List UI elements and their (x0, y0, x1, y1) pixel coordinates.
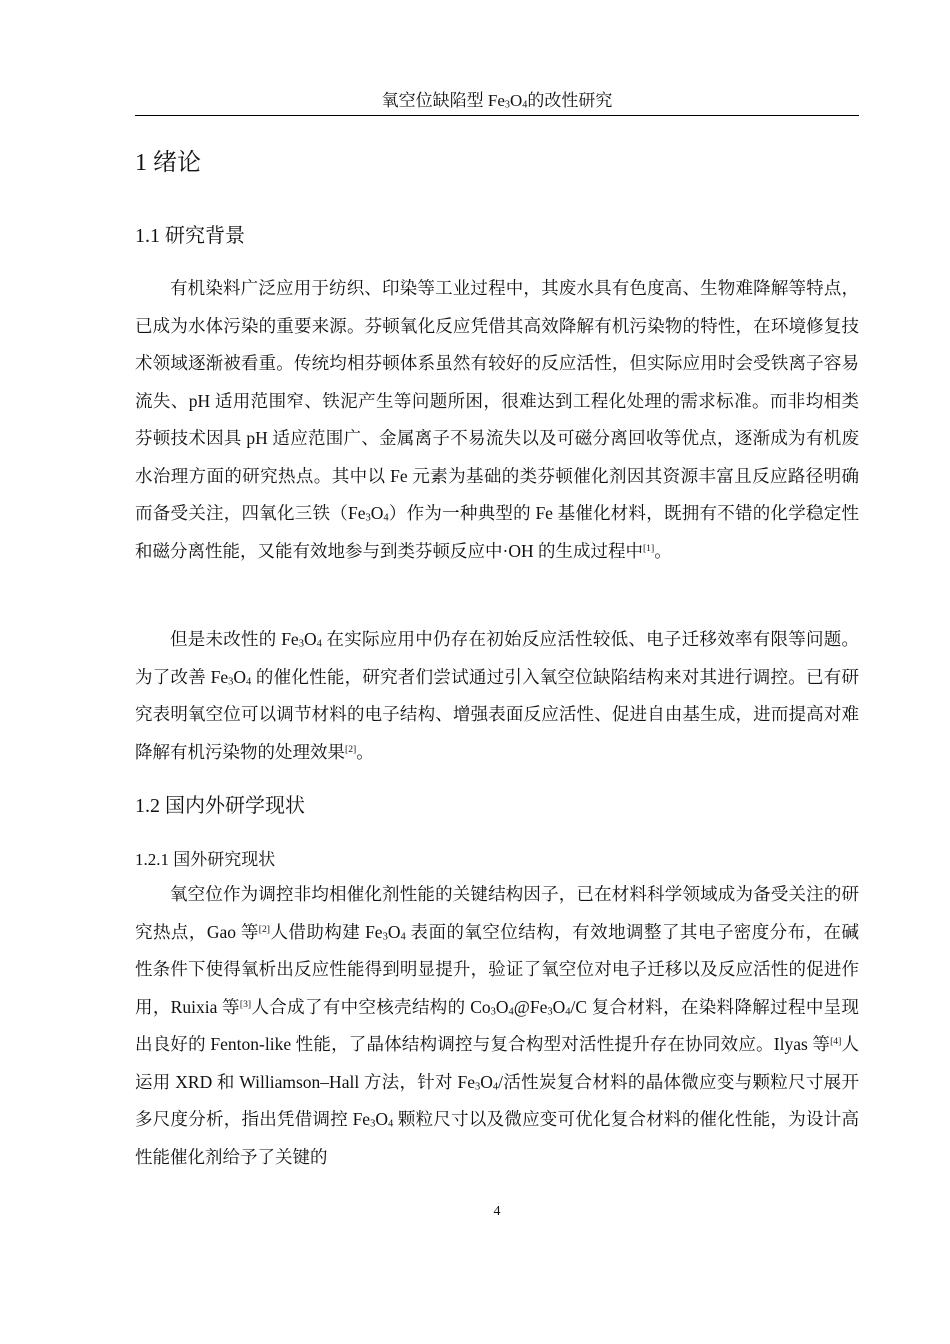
text-run: /活性炭复合材料的晶体微应变与颗粒尺寸展开多尺度分析，指出凭借调控 Fe (135, 1071, 859, 1129)
subscript: 3 (365, 512, 371, 524)
section-heading-1-2: 1.2 国内外研学现状 (135, 795, 305, 817)
paragraph-modification-motivation (135, 621, 859, 771)
text-run: O (480, 1071, 493, 1092)
subscript: 4 (492, 1081, 499, 1093)
header-title-part: 氧空位缺陷型 Fe (381, 91, 505, 110)
subscript: 4 (522, 99, 528, 111)
header-title-part: 的改性研究 (527, 91, 613, 110)
citation: [4] (830, 1035, 842, 1047)
text-run: 人借助构建 Fe (270, 921, 383, 942)
text-run: 人合成了有中空核壳结构的 Co (251, 996, 491, 1017)
text-run: @Fe (513, 996, 548, 1017)
text-run: 的催化性能，研究者们尝试通过引入氧空位缺陷结构来对其进行调控。已有研究表明氧空位可以调节材料的电子结构、增强表面反应活性、促进自由基生成，进而提高对难降解有机污染物的处理效果 (135, 666, 859, 762)
subscript: 4 (387, 1118, 394, 1130)
citation: [2] (258, 923, 270, 935)
header-rule (135, 115, 859, 116)
subscript: 4 (508, 1006, 514, 1018)
running-header (135, 88, 859, 114)
subscript: 3 (475, 1081, 481, 1093)
citation: [3] (239, 998, 252, 1010)
subscript: 4 (246, 676, 252, 688)
text-run: 。 (654, 540, 672, 561)
page-number: 4 (493, 1204, 501, 1219)
header-title-part: O (509, 91, 523, 110)
text-run: 。 (356, 741, 374, 762)
chapter-heading: 1 绪论 (135, 150, 201, 176)
subscript: 3 (504, 99, 510, 111)
text-run: 在实际应用中仍存在初始反应活性较低、电子迁移效率有限等问题。为了改善 Fe (135, 629, 860, 687)
text-run: O (495, 996, 509, 1017)
citation: [2] (345, 743, 357, 755)
text-run: 人运用 XRD 和 Williamson–Hall 方法，针对 Fe (135, 1034, 860, 1092)
subscript: 4 (400, 931, 406, 943)
subscript: 3 (382, 931, 388, 943)
subscript: 4 (383, 512, 389, 524)
text-run: 表面的氧空位结构，有效地调整了其电子密度分布，在碱性条件下使得氧析出反应性能得到明显提升，验证了氧空位对电子迁移以及反应活性的促进作用，Ruixia 等 (135, 921, 860, 1017)
subscript: 3 (298, 638, 304, 650)
paragraph-foreign-research (135, 876, 859, 1176)
subscript: 4 (316, 638, 322, 650)
text-run: O (303, 629, 317, 649)
text-run: O (552, 996, 566, 1017)
text-run: O (375, 1109, 388, 1129)
citation: [1] (642, 542, 655, 554)
paragraph-research-background (135, 270, 859, 570)
text-run: 有机染料广泛应用于纺织、印染等工业过程中，其废水具有色度高、生物难降解等特点，已成为水体污染的重要来源。芬顿氧化反应凭借其高效降解有机污染物的特性，在环境修复技术领域逐渐被看重。传统均相芬顿体系虽然有较好的反应活性，但实际应用时会受铁离子容易流失、pH 适用范围窄、铁泥产生等问题所困，很难达到工程化处理的需求标准。而非均相类芬顿技术因具 pH 适应范围广、金属离子不易流失以及可磁分离回收等优点，逐渐成为有机废水治理方面的研究热点。其中以 Fe 元素为基础的类芬顿催化剂因其资源丰富且反应路径明确而备受关注，四氧化三铁（Fe (135, 278, 859, 523)
text-run: 氧空位作为调控非均相催化剂性能的关键结构因子，已在材料科学领域成为备受关注的研究热点，Gao 等 (135, 884, 859, 942)
section-heading-1-1: 1.1 研究背景 (135, 225, 245, 247)
text-run: O (233, 666, 246, 687)
subscript: 4 (565, 1006, 571, 1018)
subscript: 3 (490, 1006, 496, 1018)
subscript: 3 (370, 1118, 376, 1130)
subsection-heading-1-2-1: 1.2.1 国外研究现状 (135, 850, 276, 869)
text-run: O (370, 503, 384, 523)
text-run: 但是未改性的 Fe (170, 629, 299, 649)
subscript: 3 (228, 676, 234, 688)
subscript: 3 (547, 1006, 553, 1018)
text-run: /C 复合材料，在染料降解过程中呈现出良好的 Fenton-like 性能，了晶体结构调控与复合构型对活性提升存在协同效应。Ilyas 等 (135, 996, 859, 1054)
text-run: O (387, 921, 401, 942)
text-run: ）作为一种典型的 Fe 基催化材料，既拥有不错的化学稳定性和磁分离性能，又能有效地参与到类芬顿反应中·OH 的生成过程中 (135, 503, 860, 561)
text-run: 颗粒尺寸以及微应变可优化复合材料的催化性能，为设计高性能催化剂给予了关键的 (135, 1109, 859, 1167)
